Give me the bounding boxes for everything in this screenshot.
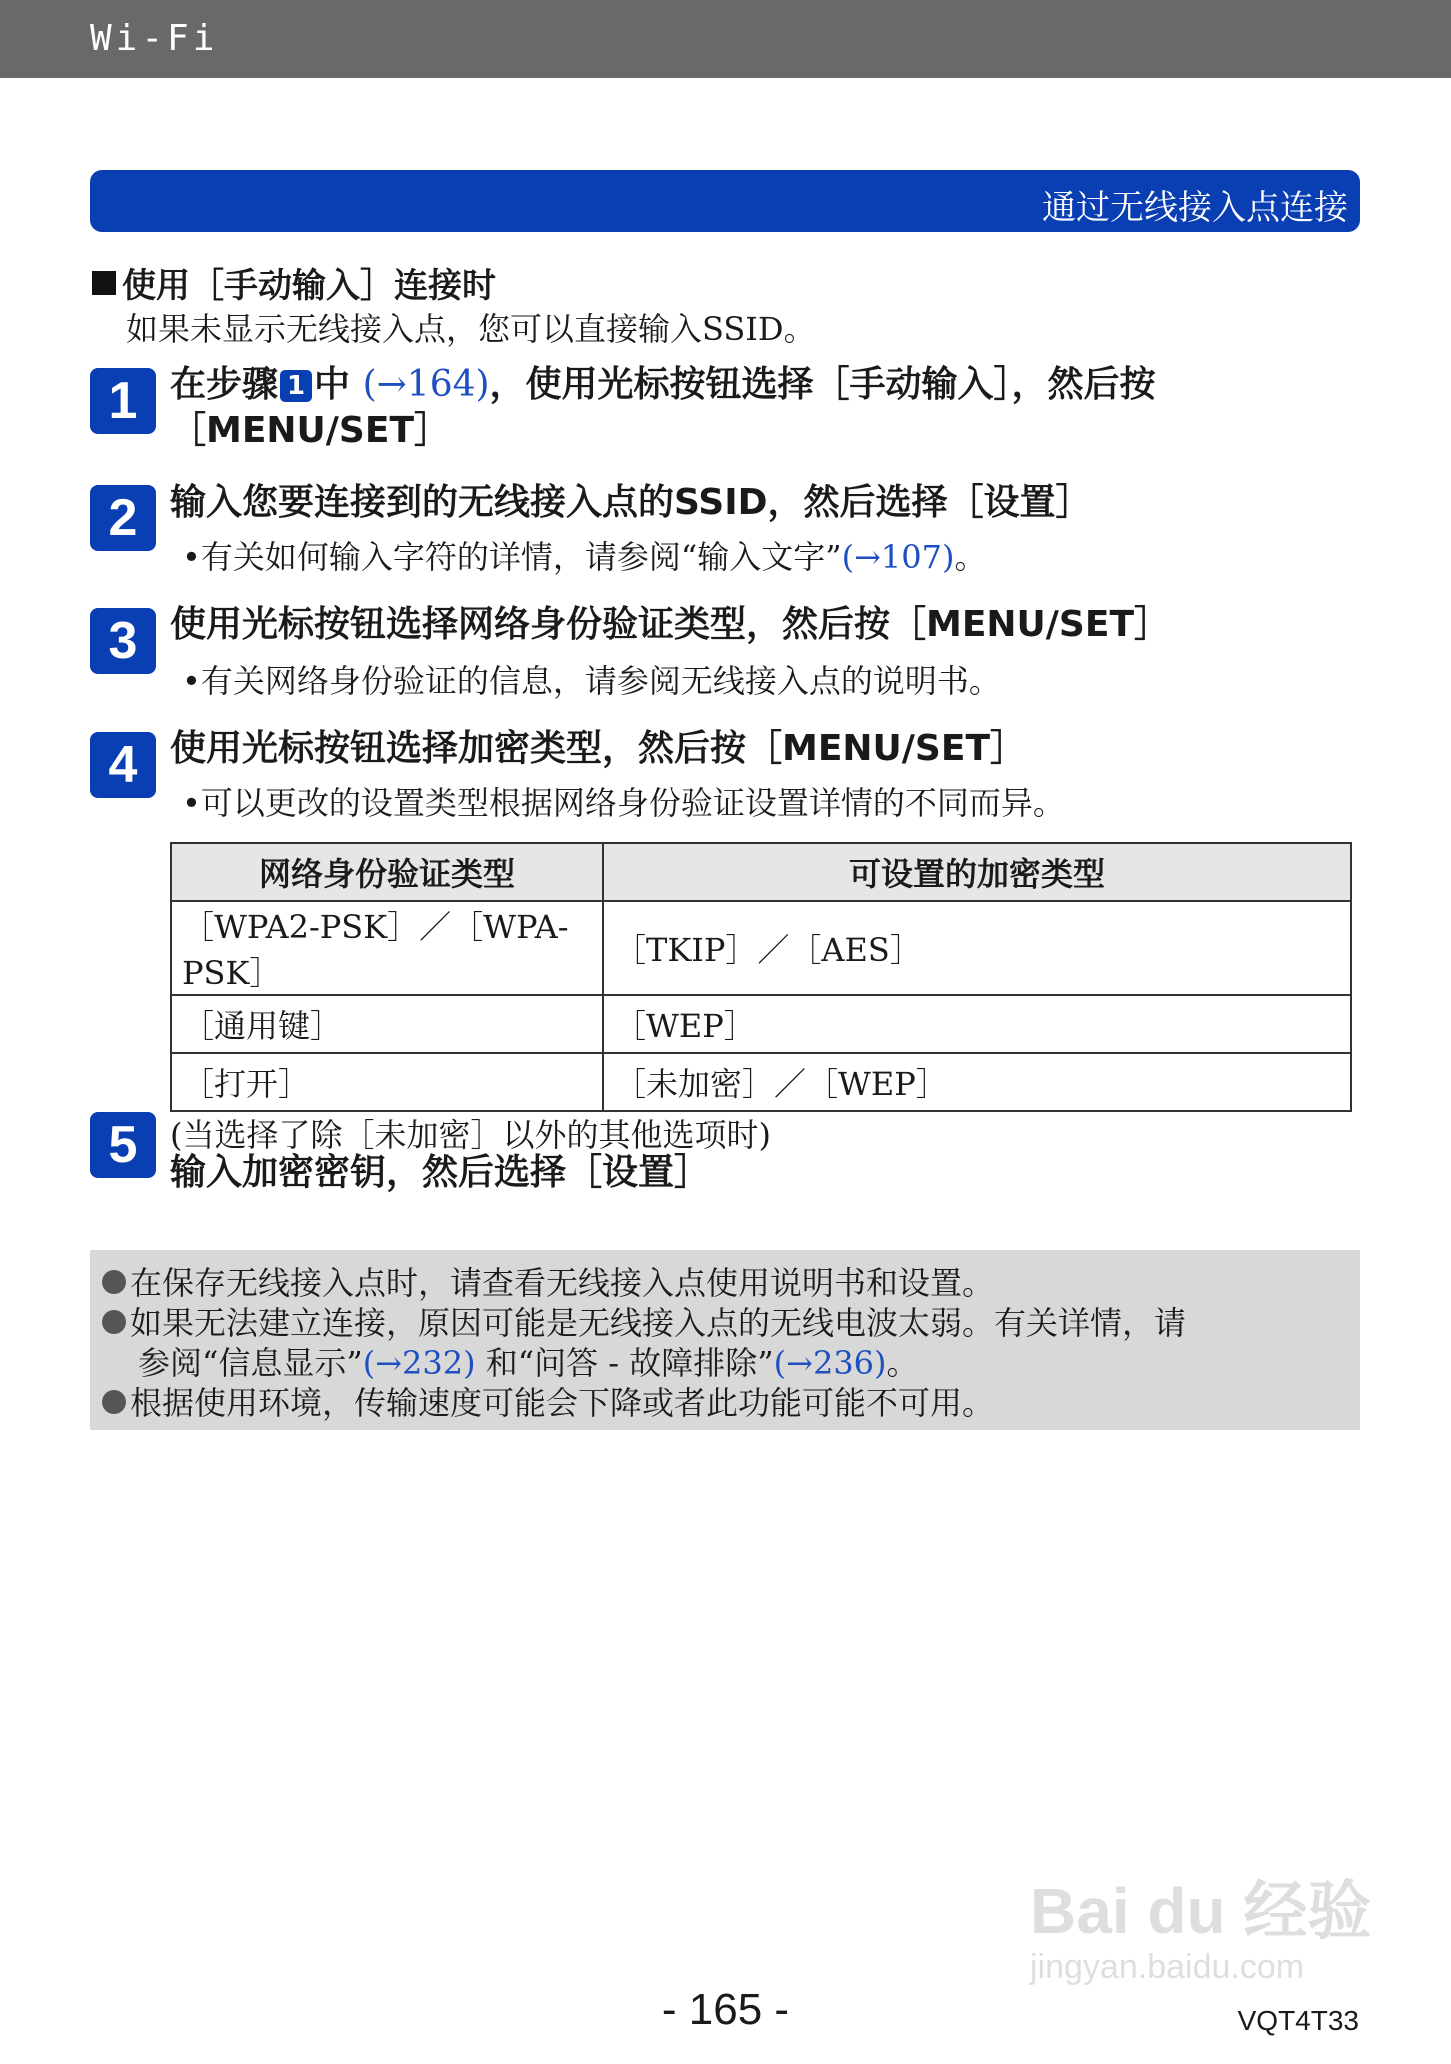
table-row [171, 901, 1351, 995]
note-text: 在保存无线接入点时，请查看无线接入点使用说明书和设置。 [130, 1264, 995, 1302]
step-1-text-c: ，使用光标按钮选择［手动输入］，然后按 [489, 364, 1156, 405]
step-1-text-d: ［MENU/SET］ [170, 410, 451, 451]
subsection-heading [92, 258, 496, 307]
table-cell: ［通用键］ [171, 995, 603, 1053]
page-ref-link[interactable]: (→164) [362, 364, 490, 405]
table-header-row [171, 843, 1351, 901]
table-cell: ［WEP］ [603, 995, 1351, 1053]
step-ref-badge-icon: 1 [280, 370, 312, 402]
step-1-text [170, 362, 1350, 454]
note-text: 如果无法建立连接，原因可能是无线接入点的无线电波太弱。有关详情，请 [130, 1304, 1187, 1342]
table-cell: ［TKIP］／［AES］ [603, 901, 1351, 995]
table-cell: ［未加密］／［WEP］ [603, 1053, 1351, 1111]
step-2-note-end: 。 [954, 538, 987, 576]
step-2-number: 2 [90, 485, 156, 551]
note-text: 和“问答 - 故障排除” [475, 1344, 774, 1382]
baidu-watermark-url: jingyan.baidu.com [1030, 1948, 1305, 1986]
document-code: VQT4T33 [1237, 2005, 1359, 2036]
table-row [171, 995, 1351, 1053]
baidu-watermark-logo: Bai du 经验 [1030, 1875, 1372, 1947]
square-bullet-icon [92, 271, 116, 295]
page-number: - 165 - [661, 1985, 790, 2034]
notes-box [90, 1250, 1360, 1430]
note-text: 根据使用环境，传输速度可能会下降或者此功能可能不可用。 [130, 1384, 995, 1422]
step-5-text: 输入加密密钥，然后选择［设置］ [170, 1152, 711, 1193]
top-bar-title: Wi-Fi [90, 18, 219, 59]
table-header: 可设置的加密类型 [603, 843, 1351, 901]
step-5-number: 5 [90, 1112, 156, 1178]
table-header: 网络身份验证类型 [171, 843, 603, 901]
step-3-note: •有关网络身份验证的信息，请参阅无线接入点的说明书。 [182, 662, 1001, 700]
step-2-note-text: •有关如何输入字符的详情，请参阅“输入文字” [182, 538, 842, 576]
step-4-number: 4 [90, 732, 156, 798]
page-ref-link[interactable]: (→107) [841, 538, 955, 576]
section-title: 通过无线接入点连接 [1042, 188, 1348, 228]
step-3-text: 使用光标按钮选择网络身份验证类型，然后按［MENU/SET］ [170, 604, 1171, 645]
page-ref-link[interactable]: (→236) [773, 1344, 887, 1382]
step-3-number: 3 [90, 608, 156, 674]
top-bar [0, 0, 1451, 78]
step-2-text: 输入您要连接到的无线接入点的SSID，然后选择［设置］ [170, 482, 1092, 523]
intro-text: 如果未显示无线接入点，您可以直接输入SSID。 [126, 310, 816, 348]
note-item [102, 1378, 994, 1424]
table-row [171, 1053, 1351, 1111]
step-1-text-a: 在步骤 [170, 364, 279, 405]
bullet-dot-icon [102, 1390, 126, 1414]
note-text: 参阅“信息显示” [138, 1344, 363, 1382]
step-4-text: 使用光标按钮选择加密类型，然后按［MENU/SET］ [170, 728, 1027, 769]
step-5-condition: (当选择了除［未加密］以外的其他选项时) [170, 1116, 771, 1154]
bullet-dot-icon [102, 1310, 126, 1334]
step-1-number: 1 [90, 368, 156, 434]
note-text: 。 [886, 1344, 919, 1382]
page-ref-link[interactable]: (→232) [362, 1344, 476, 1382]
section-banner [90, 170, 1360, 232]
table-cell: ［WPA2-PSK］／［WPA-PSK］ [171, 901, 603, 995]
table-cell: ［打开］ [171, 1053, 603, 1111]
encryption-table [170, 842, 1352, 1112]
bullet-dot-icon [102, 1270, 126, 1294]
step-4-note: •可以更改的设置类型根据网络身份验证设置详情的不同而异。 [182, 784, 1065, 822]
step-2-note [182, 532, 986, 578]
subsection-heading-text: 使用［手动输入］连接时 [122, 266, 496, 306]
step-1-text-b: 中 [314, 364, 351, 405]
